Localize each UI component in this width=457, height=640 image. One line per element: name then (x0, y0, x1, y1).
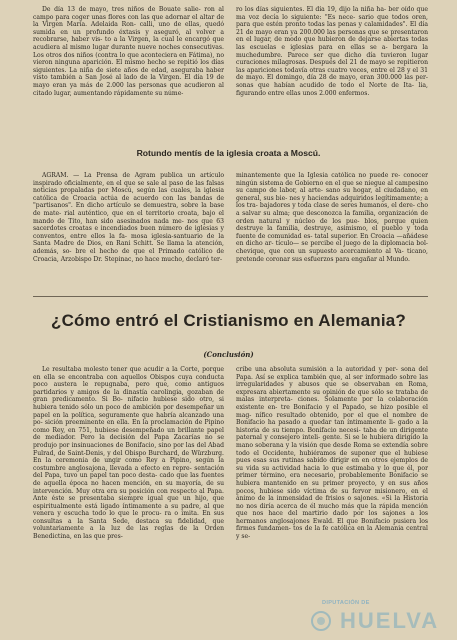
article3-subhead: (Conclusión) (203, 350, 254, 359)
article1-col2: ro los días siguientes. El día 19, dijo la niña ha- ber oído que ma voz decía lo siguiente: "Es nece- sario que todos oren, para que estén pronto todas las penas y calamidades". El día 21 de mayo eran ya 200.000 las personas que se presentaron en el lugar, de modo que hubieron de dejarse abiertas todas las escuelas e iglesias para en ellas se a- bergara la muchedumbre. Parece ser que dicho día tuvieron lugar curaciones milagrosas. Después del 21 de mayo se repitieron las apariciones todavía otras cuatro veces, entre el 28 y el 31 de mayo. El domingo, día 28 de mayo, eran 300.000 las per- sonas que habían acudido de todo el Norte de Ita- lia, figurando entre ellas unos 2.000 enfermos. (236, 6, 428, 97)
watermark-name: HUELVA (340, 608, 440, 633)
article3-headline: ¿Cómo entró el Cristianismo en Alemania? (51, 311, 406, 330)
article3-col1: Le resultaba molesto tener que acudir a la Corte, porque en ella se encontraba con aquellos Obispos cuya conducta poco austera le repugnaba, pero que, como antiguos partidarios y amigos de la dinastía carolingia, gozaban de gran predicamento. Si Bo- nifacio hubiese sido otro, si hubiera tenido sólo un poco de ambición por desempeñar un papel en la política, seguramente que habría alcanzado una po- sición preeminente en ella. En la proclamación de Pipino como Rey, en 751, hubiese desempeñado un brillante papel de mediador. Pero la decisión del Papa Zacarías no se produjo por insinuaciones de Bonifacio, sino por las del Abad Fulrad, de Saint-Denis, y del Obispo Burchard, de Würzburg. En la ceremonia de ungir como Rey a Pipino, según la costumbre anglosajona, llevada a efecto en repre- sentación del Papa, tuvo un papel tan poco desta- cado que las fuentes de aquella época no hacen mención, en su mayoría, de su intervención. Muy otra era su posición con respecto al Papa. Ante éste se presentaba siempre igual que un hijo, que espiritualmente está ligado íntimamente a su padre, al que venera y escucha todo lo que le procu- ra o imita. En sus consultas a la Santa Sede, destaca su fidelidad, que voluntariamente a la luz de las reglas de la Orden Benedictina, en las que pres- (33, 366, 224, 541)
article3-col2: cribe una absoluta sumisión a la autoridad y per- sona del Papa. Así se explica también que, al ser informado sobre las irregularidades y abusos que se observaban en Roma, expresara abiertamente su opinión de que sólo se trataba de malas interpreta- ciones. Solamente por la colaboración existente en- tre Bonifacio y el Papado, se hizo posible el mag- nífico resultado obtenido, por el que el nombre de Bonifacio ha pasado a quedar tan íntimamente li- gado a la historia de su tiempo. Bonifacio necesi- taba de un dirigente paternal y consejero inteli- gente. Si se le hubiera dirigido la mano soberana y la visión que desde Roma se extendía sobre todo el Occidente, hubiéramos de suponer que el hubiese pues esas sus rutinas sabido dirigir en en otros ejemplos de su vida su actividad hacia lo que estimaba y lo que él, por primer término, era necesario, probablemente Bonifacio se hubiera mantenido en su primer proyecto, y en sus años pocos, hubiese sido víctima de su fervor misionero, en el ánimo de la inmensidad de frisios o sajones. «Si la Historia no nos diría acerca de él mucho más que la rápida mención que nos hace del martirio dado por los sajones a los hermanos anglosajones Ewald. El que Bonifacio pusiera los firmes fundamen- tos de la fe católica en la Alemania central y se- (236, 366, 428, 541)
article1-col1: De día 13 de mayo, tres niños de Bouate salie- ron al campo para coger unas flores con las que adornar el altar de la Virgen María. Adelaida Ron- calli, uno de ellas, quedó sumida en un profundo éxtasis y aseguró, al volver a recobrarse, haber vis- to a la Virgen, la cual le encargó que acudiera al mismo lugar durante nueve noches consecutivas. Los otros dos niños (contra lo que aconteciera en Fátima), no vieron ninguna aparición. El mismo hecho se repitió los días siguientes. La niña de siete años de edad, aseguraba haber visto también a San José al lado de la Virgen. El día 19 de mayo eran ya más de 2.000 las personas que acudieron al citado lugar, aumentando rápidamente su núme- (33, 6, 224, 97)
article2-headline: Rotundo mentís de la iglesia croata a Moscú. (136, 148, 321, 158)
article2-col2: minantemente que la Iglesia católica no puede re- conocer ningún sistema de Gobierno en el que se niegue al campesino su campo de labor, al arte- sano su hogar, al ciudadano, en general, sus bie- nes y haciendas adquiridos legítimamente; a los tra- bajadores y toda clase de seres humanos, el dere- cho a salvar su alma; que desconozca la familia, organización de orden natural y núcleo de los pue- blos, porque quien destruye la familia, destruye, asimismo, el pueblo y toda fuente de comunidad es- tatal superior. En Croacia —añádese en dicho ar- tículo— se percibe el juego de la diplomacia bol- chevique, que con un supuesto acercamiento al Va- ticano, pretende coronar sus esfuerzos para engañar al Mundo. (236, 172, 428, 263)
section-divider (33, 296, 428, 297)
watermark-label: DIPUTACIÓN DE (322, 600, 370, 606)
article2-col1: AGRAM. — La Prensa de Agram publica un artículo inspirado oficialmente, en el que se sale al paso de las falsas noticias propaladas por Moscú, según las cuales, la iglesia católica de Croacia actúa de acuerdo con las bandas de "partisanos". En dicho artículo se demuestra, sobre la base de mate- rial auténtico, que en el territorio croata, bajo el mando de Tito, han sido asesinados nada me- nos que 63 sacerdotes croatas e incendiados buen número de iglesias y conventos, entre ellos la fa- mosa iglesia-santuario de la Santa Madre de Dios, en Rani Schitt. Se llama la atención, además, so- bre el hecho de que el Primado católico de Croacia, Arzobispo Dr. Stepinac, no hace mucho, declaró ter- (33, 172, 224, 263)
